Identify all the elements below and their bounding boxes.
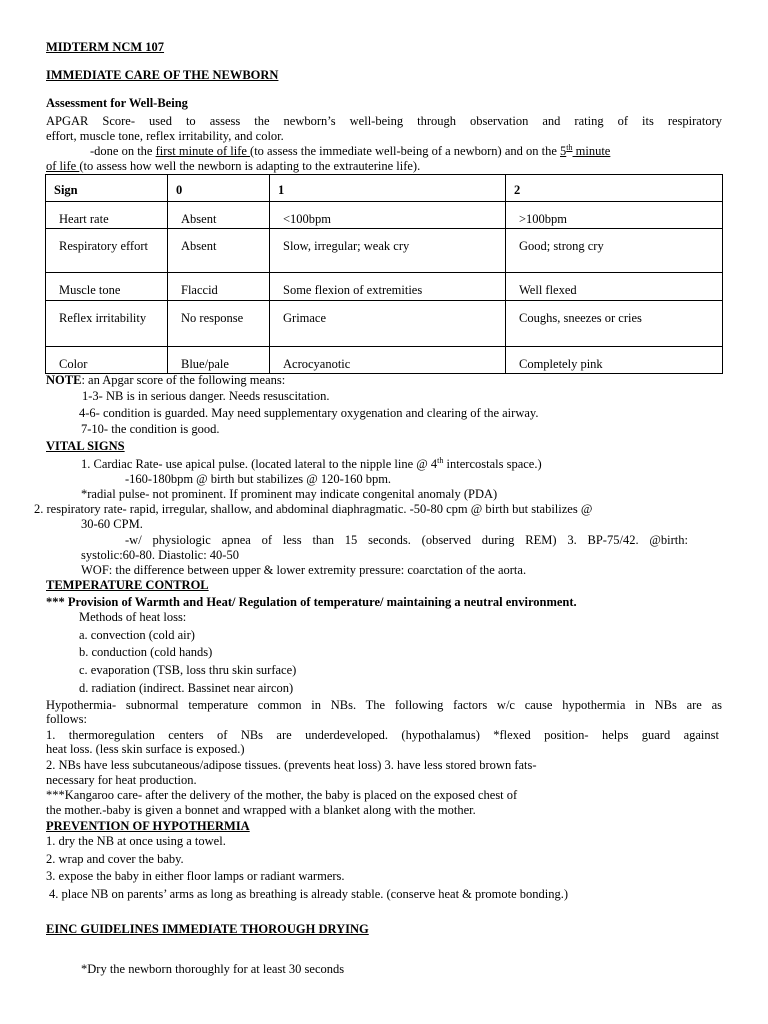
heat-loss-methods-label: Methods of heat loss:: [79, 610, 187, 624]
heat-loss-method-item: a. convection (cold air): [79, 628, 195, 642]
table-cell: Absent: [168, 202, 270, 229]
hypothermia-line: Hypothermia- subnormal temperature common in NBs. The following factors w/c cause hypothermia in NBs are as: [46, 698, 722, 712]
table-cell: >100bpm: [506, 202, 723, 229]
apgar-intro-line-1: APGAR Score- used to assess the newborn’s well-being through observation and rating of its respiratory: [46, 114, 722, 128]
first-minute-text: first minute of life: [155, 144, 251, 158]
subsection-heading-assessment: Assessment for Well-Being: [46, 96, 188, 110]
warmth-provision-line: *** Provision of Warmth and Heat/ Regulation of temperature/ maintaining a neutral environment.: [46, 595, 577, 609]
vital-signs-line: -160-180bpm @ birth but stabilizes @ 120-160 bpm.: [125, 472, 392, 486]
note-item: 1-3- NB is in serious danger. Needs resuscitation.: [82, 389, 330, 403]
table-cell: No response: [168, 301, 270, 347]
table-header-row: [46, 175, 723, 202]
heat-loss-method-item: c. evaporation (TSB, loss thru skin surface): [79, 663, 297, 677]
apgar-table: [45, 174, 723, 374]
vital-signs-line: *radial pulse- not prominent. If prominent may indicate congenital anomaly (PDA): [81, 487, 498, 501]
hypothermia-line: 1. thermoregulation centers of NBs are underdeveloped. (hypothalamus) *flexed position- helps guard against: [46, 728, 719, 742]
table-cell: Heart rate: [46, 202, 168, 229]
hypothermia-line: follows:: [46, 712, 87, 726]
of-life-text: of life: [46, 159, 80, 173]
prevention-item: 1. dry the NB at once using a towel.: [46, 834, 226, 848]
table-cell: Blue/pale: [168, 347, 270, 374]
table-cell: Respiratory effort: [46, 229, 168, 273]
apgar-intro-line-4: [46, 159, 420, 174]
einc-heading: EINC GUIDELINES IMMEDIATE THOROUGH DRYING: [46, 922, 369, 936]
cardiac-rate-superscript: th: [437, 455, 444, 465]
apgar-intro-text: (to assess how well the newborn is adapting to the extrauterine life).: [79, 159, 421, 173]
table-cell: Color: [46, 347, 168, 374]
table-cell: Well flexed: [506, 273, 723, 301]
table-row: [46, 229, 723, 273]
table-cell: Some flexion of extremities: [270, 273, 506, 301]
fifth-superscript: th: [566, 142, 573, 152]
apgar-intro-line-3: [90, 144, 610, 159]
kangaroo-care-line: ***Kangaroo care- after the delivery of the mother, the baby is placed on the exposed chest of: [46, 788, 518, 802]
heat-loss-method-item: b. conduction (cold hands): [79, 645, 213, 659]
apgar-intro-text: -done on the: [90, 144, 156, 158]
table-header-cell: Sign: [46, 175, 168, 202]
prevention-item: 2. wrap and cover the baby.: [46, 852, 184, 866]
vital-signs-heading: VITAL SIGNS: [46, 439, 125, 453]
table-row: [46, 347, 723, 374]
vital-signs-line: systolic:60-80. Diastolic: 40-50: [81, 548, 239, 562]
table-cell: Slow, irregular; weak cry: [270, 229, 506, 273]
cardiac-rate-text: intercostals space.): [443, 457, 542, 471]
table-cell: Good; strong cry: [506, 229, 723, 273]
prevention-item: 3. expose the baby in either floor lamps or radiant warmers.: [46, 869, 345, 883]
prevention-item: 4. place NB on parents’ arms as long as breathing is already stable. (conserve heat & promote bonding.): [49, 887, 569, 901]
vital-signs-line: [81, 457, 542, 472]
section-heading-immediate-care: IMMEDIATE CARE OF THE NEWBORN: [46, 68, 279, 82]
note-label: NOTE: [46, 373, 82, 387]
table-cell: Absent: [168, 229, 270, 273]
note-item: 7-10- the condition is good.: [81, 422, 220, 436]
cardiac-rate-text: 1. Cardiac Rate- use apical pulse. (located lateral to the nipple line @ 4: [81, 457, 438, 471]
apgar-intro-text: (to assess the immediate well-being of a newborn) and on the: [250, 144, 561, 158]
table-cell: Muscle tone: [46, 273, 168, 301]
temperature-control-heading: TEMPERATURE CONTROL: [46, 578, 209, 592]
table-header-cell: 2: [506, 175, 723, 202]
hypothermia-line: heat loss. (less skin surface is exposed.): [46, 742, 245, 756]
vital-signs-line: 30-60 CPM.: [81, 517, 143, 531]
vital-signs-line: 2. respiratory rate- rapid, irregular, shallow, and abdominal diaphragmatic. -50-80 cpm @ birth but stabilizes @: [34, 502, 593, 516]
fifth-number: 5: [560, 144, 567, 158]
apgar-intro-line-2: effort, muscle tone, reflex irritability, and color.: [46, 129, 284, 143]
hypothermia-line: 2. NBs have less subcutaneous/adipose tissues. (prevents heat loss) 3. have less stored brown fats-: [46, 758, 537, 772]
note-text: : an Apgar score of the following means:: [81, 373, 286, 387]
vital-signs-line: -w/ physiologic apnea of less than 15 seconds. (observed during REM) 3. BP-75/42. @birth:: [125, 533, 688, 547]
prevention-heading: PREVENTION OF HYPOTHERMIA: [46, 819, 250, 833]
document-title: MIDTERM NCM 107: [46, 40, 165, 54]
table-row: [46, 273, 723, 301]
table-cell: Grimace: [270, 301, 506, 347]
table-row: [46, 301, 723, 347]
kangaroo-care-line: the mother.-baby is given a bonnet and wrapped with a blanket along with the mother.: [46, 803, 476, 817]
table-cell: Reflex irritability: [46, 301, 168, 347]
note-line: [46, 373, 285, 388]
table-cell: <100bpm: [270, 202, 506, 229]
einc-drying-text: *Dry the newborn thoroughly for at least 30 seconds: [81, 962, 345, 976]
vital-signs-line: WOF: the difference between upper & lower extremity pressure: coarctation of the aorta.: [81, 563, 527, 577]
table-header-cell: 0: [168, 175, 270, 202]
heat-loss-method-item: d. radiation (indirect. Bassinet near aircon): [79, 681, 294, 695]
table-cell: Completely pink: [506, 347, 723, 374]
table-cell: Flaccid: [168, 273, 270, 301]
table-row: [46, 202, 723, 229]
table-cell: Acrocyanotic: [270, 347, 506, 374]
hypothermia-line: necessary for heat production.: [46, 773, 197, 787]
table-cell: Coughs, sneezes or cries: [506, 301, 723, 347]
minute-text: minute: [572, 144, 611, 158]
note-item: 4-6- condition is guarded. May need supplementary oxygenation and clearing of the airway.: [79, 406, 539, 420]
table-header-cell: 1: [270, 175, 506, 202]
